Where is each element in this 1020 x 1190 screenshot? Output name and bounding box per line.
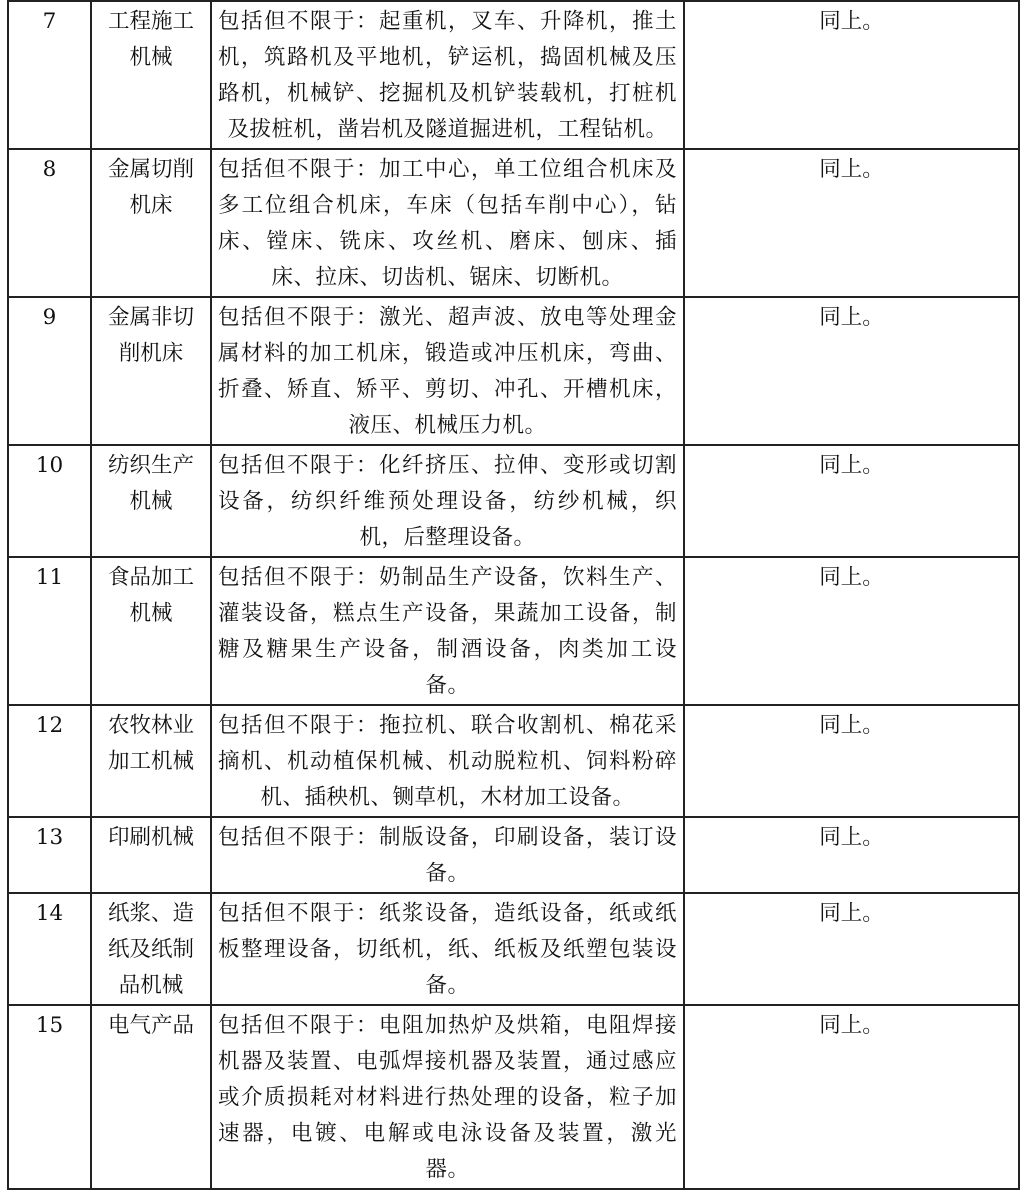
table-row [8, 817, 1019, 893]
remark-cell: 同上。 [684, 557, 1019, 705]
row-number: 12 [8, 705, 91, 817]
remark-cell: 同上。 [684, 893, 1019, 1005]
remark-cell: 同上。 [684, 817, 1019, 893]
category-description: 包括但不限于：激光、超声波、放电等处理金属材料的加工机床，锻造或冲压机床，弯曲、折叠、矫直、矫平、剪切、冲孔、开槽机床，液压、机械压力机。 [211, 297, 684, 445]
table-row [8, 445, 1019, 557]
row-number: 9 [8, 297, 91, 445]
table-row [8, 297, 1019, 445]
row-number: 11 [8, 557, 91, 705]
category-name: 金属切削机床 [91, 149, 211, 297]
category-name: 农牧林业加工机械 [91, 705, 211, 817]
category-description: 包括但不限于：制版设备，印刷设备，装订设备。 [211, 817, 684, 893]
category-name: 纺织生产机械 [91, 445, 211, 557]
category-description: 包括但不限于：加工中心，单工位组合机床及多工位组合机床，车床（包括车削中心），钻床、镗床、铣床、攻丝机、磨床、刨床、插床、拉床、切齿机、锯床、切断机。 [211, 149, 684, 297]
table-row [8, 149, 1019, 297]
category-description: 包括但不限于：化纤挤压、拉伸、变形或切割设备，纺织纤维预处理设备，纺纱机械，织机，后整理设备。 [211, 445, 684, 557]
table-row [8, 893, 1019, 1005]
category-name: 电气产品 [91, 1005, 211, 1189]
category-description: 包括但不限于：电阻加热炉及烘箱，电阻焊接机器及装置、电弧焊接机器及装置，通过感应或介质损耗对材料进行热处理的设备，粒子加速器，电镀、电解或电泳设备及装置，激光器。 [211, 1005, 684, 1189]
row-number: 13 [8, 817, 91, 893]
row-number: 14 [8, 893, 91, 1005]
table-row [8, 557, 1019, 705]
category-name: 食品加工机械 [91, 557, 211, 705]
remark-cell: 同上。 [684, 1, 1019, 149]
category-description: 包括但不限于：奶制品生产设备，饮料生产、灌装设备，糕点生产设备，果蔬加工设备，制糖及糖果生产设备，制酒设备，肉类加工设备。 [211, 557, 684, 705]
category-description: 包括但不限于：起重机，叉车、升降机，推土机，筑路机及平地机，铲运机，捣固机械及压路机，机械铲、挖掘机及机铲装载机，打桩机及拔桩机，凿岩机及隧道掘进机，工程钻机。 [211, 1, 684, 149]
category-description: 包括但不限于：纸浆设备，造纸设备，纸或纸板整理设备，切纸机，纸、纸板及纸塑包装设备。 [211, 893, 684, 1005]
category-name: 纸浆、造纸及纸制品机械 [91, 893, 211, 1005]
table-row [8, 1, 1019, 149]
remark-cell: 同上。 [684, 297, 1019, 445]
category-name: 工程施工机械 [91, 1, 211, 149]
row-number: 10 [8, 445, 91, 557]
table-row [8, 1005, 1019, 1189]
category-name: 金属非切削机床 [91, 297, 211, 445]
row-number: 7 [8, 1, 91, 149]
row-number: 15 [8, 1005, 91, 1189]
table-row [8, 705, 1019, 817]
remark-cell: 同上。 [684, 705, 1019, 817]
row-number: 8 [8, 149, 91, 297]
remark-cell: 同上。 [684, 445, 1019, 557]
remark-cell: 同上。 [684, 149, 1019, 297]
category-name: 印刷机械 [91, 817, 211, 893]
equipment-table [7, 0, 1020, 1190]
remark-cell: 同上。 [684, 1005, 1019, 1189]
category-description: 包括但不限于：拖拉机、联合收割机、棉花采摘机、机动植保机械、机动脱粒机、饲料粉碎机、插秧机、铡草机，木材加工设备。 [211, 705, 684, 817]
